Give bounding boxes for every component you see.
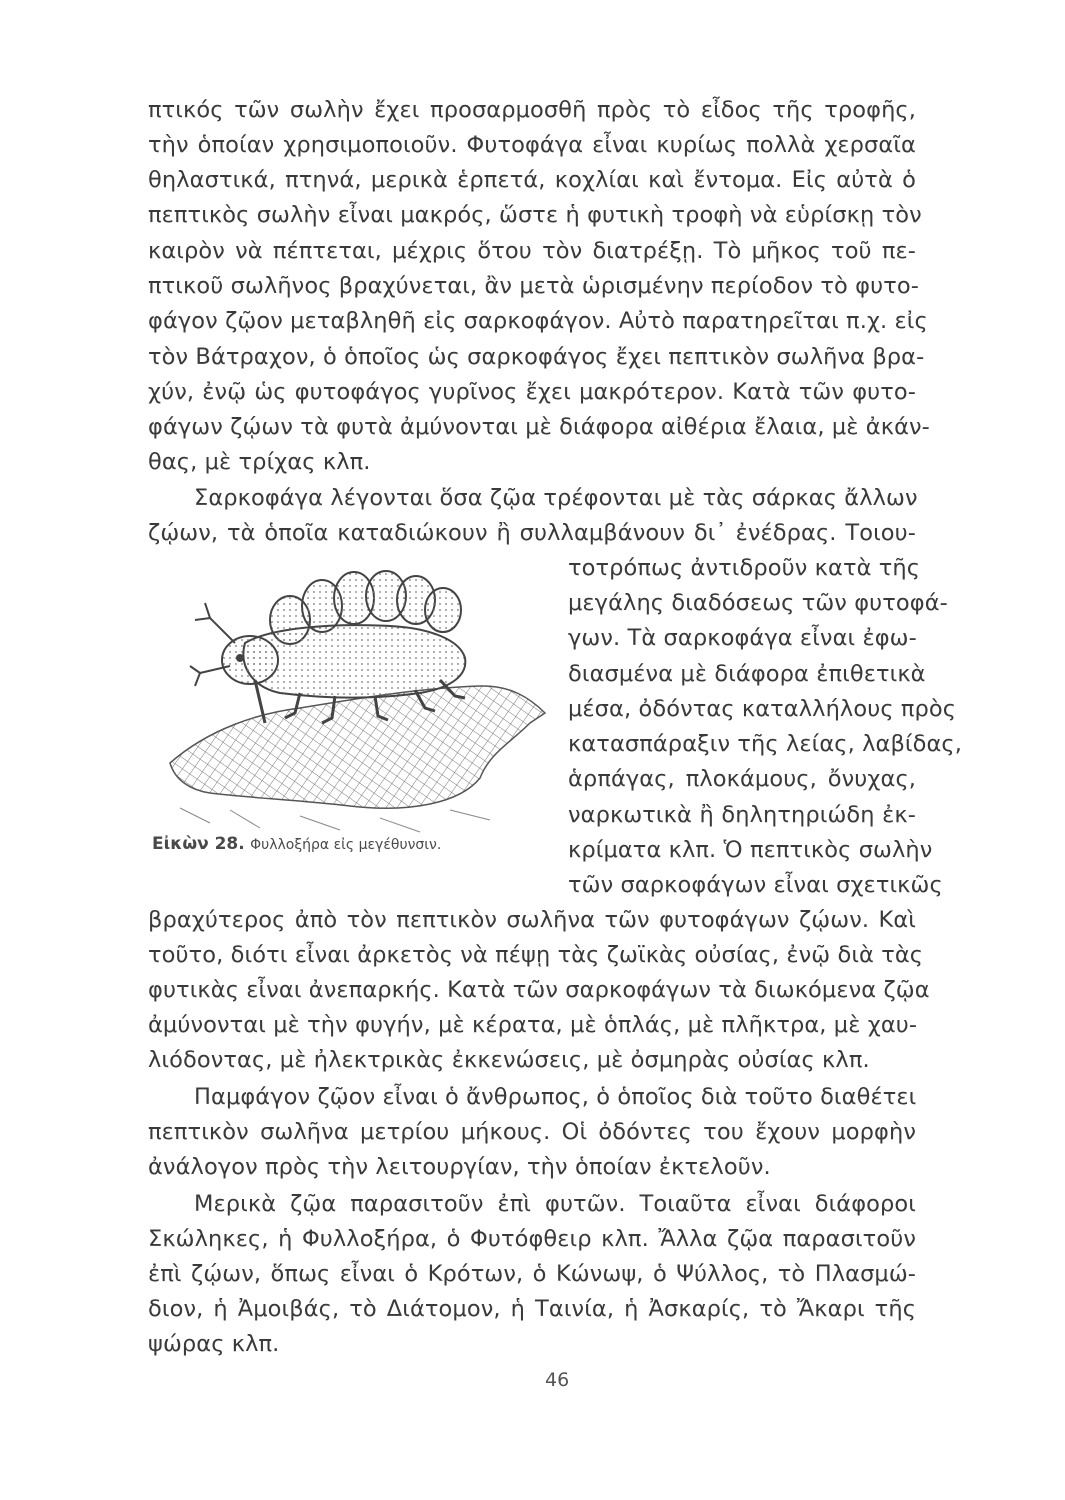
text-line: Σαρκοφάγα λέγονται ὅσα ζῷα τρέφονται μὲ τὰς σάρκας ἄλλων <box>194 485 918 511</box>
text-line: πεπτικὸς σωλὴν εἶναι μακρός, ὥστε ἡ φυτικὴ τροφὴ νὰ εὑρίσκῃ τὸν <box>148 202 922 228</box>
text-line: Μερικὰ ζῷα παρασιτοῦν ἐπὶ φυτῶν. Τοιαῦτα εἶναι διάφοροι <box>194 1191 916 1217</box>
text-line: τοῦτο, διότι εἶναι ἀρκετὸς νὰ πέψῃ τὰς ζωϊκὰς οὐσίας, ἐνῷ διὰ τὰς <box>148 942 924 968</box>
figure-description: Φυλλοξήρα εἰς μεγέθυνσιν. <box>250 837 442 853</box>
text-line: λιόδοντας, μὲ ἠλεκτρικὰς ἐκκενώσεις, μὲ ὀσμηρὰς οὐσίας κλπ. <box>148 1047 870 1073</box>
text-line: ψώρας κλπ. <box>148 1331 280 1357</box>
text-line: ναρκωτικὰ ἢ δηλητηριώδη ἐκ- <box>568 802 916 828</box>
text-line: καιρὸν νὰ πέπτεται, μέχρις ὅτου τὸν διατρέξῃ. Τὸ μῆκος τοῦ πε- <box>148 238 916 264</box>
text-line: γων. Τὰ σαρκοφάγα εἶναι ἐφω- <box>568 625 917 651</box>
text-line: διασμένα μὲ διάφορα ἐπιθετικὰ <box>568 661 926 687</box>
text-line: βραχύτερος ἀπὸ τὸν πεπτικὸν σωλῆνα τῶν φυτοφάγων ζῴων. Καὶ <box>148 907 916 933</box>
text-line: διον, ἡ Ἀμοιβάς, τὸ Διάτομον, ἡ Ταινία, ἡ Ἀσκαρίς, τὸ Ἄκαρι τῆς <box>148 1296 916 1322</box>
text-line: ἀνάλογον πρὸς τὴν λειτουργίαν, τὴν ὁποίαν ἐκτελοῦν. <box>148 1154 771 1180</box>
text-line: φυτικὰς εἶναι ἀνεπαρκής. Κατὰ τῶν σαρκοφάγων τὰ διωκόμενα ζῷα <box>148 977 930 1003</box>
text-line: ζῴων, τὰ ὁποῖα καταδιώκουν ἢ συλλαμβάνουν δι᾽ ἐνέδρας. Τοιου- <box>148 520 916 546</box>
text-line: μεγάλης διαδόσεως τῶν φυτοφά- <box>568 590 948 616</box>
text-line: Παμφάγον ζῷον εἶναι ὁ ἄνθρωπος, ὁ ὁποῖος διὰ τοῦτο διαθέτει <box>194 1084 917 1110</box>
page-number: 46 <box>545 1369 570 1391</box>
text-line: τὴν ὁποίαν χρησιμοποιοῦν. Φυτοφάγα εἶναι κυρίως πολλὰ χερσαῖα <box>148 132 916 158</box>
text-line: θηλαστικά, πτηνά, μερικὰ ἑρπετά, κοχλίαι καὶ ἔντομα. Εἰς αὐτὰ ὁ <box>148 167 916 193</box>
text-line: χύν, ἐνῷ ὡς φυτοφάγος γυρῖνος ἔχει μακρότερον. Κατὰ τῶν φυτο- <box>148 379 916 405</box>
text-line: κρίματα κλπ. Ὁ πεπτικὸς σωλὴν <box>568 837 933 863</box>
text-line: πτικοῦ σωλῆνος βραχύνεται, ἂν μετὰ ὡρισμένην περίοδον τὸ φυτο- <box>148 273 919 299</box>
text-line: μέσα, ὀδόντας καταλλήλους πρὸς <box>568 696 957 722</box>
figure-caption <box>152 833 441 856</box>
text-line: τοτρόπως ἀντιδροῦν κατὰ τῆς <box>568 555 921 581</box>
phylloxera-illustration <box>150 548 550 838</box>
text-line: φάγων ζῴων τὰ φυτὰ ἀμύνονται μὲ διάφορα αἰθέρια ἔλαια, μὲ ἀκάν- <box>148 414 930 440</box>
text-line: ἐπὶ ζῴων, ὅπως εἶναι ὁ Κρότων, ὁ Κώνωψ, ὁ Ψύλλος, τὸ Πλασμώ- <box>148 1261 916 1287</box>
text-line: τῶν σαρκοφάγων εἶναι σχετικῶς <box>568 872 943 898</box>
text-line: τὸν Βάτραχον, ὁ ὁποῖος ὡς σαρκοφάγος ἔχει πεπτικὸν σωλῆνα βρα- <box>148 344 925 370</box>
text-line: ἁρπάγας, πλοκάμους, ὄνυχας, <box>568 766 916 792</box>
figure-label: Εἰκὼν 28. <box>152 834 245 854</box>
text-line: πτικός τῶν σωλὴν ἔχει προσαρμοσθῆ πρὸς τὸ εἶδος τῆς τροφῆς, <box>148 97 916 123</box>
text-line: φάγον ζῷον μεταβληθῆ εἰς σαρκοφάγον. Αὐτὸ παρατηρεῖται π.χ. εἰς <box>148 308 928 334</box>
text-line: ἀμύνονται μὲ τὴν φυγήν, μὲ κέρατα, μὲ ὁπλάς, μὲ πλῆκτρα, μὲ χαυ- <box>148 1012 918 1038</box>
text-line: πεπτικὸν σωλῆνα μετρίου μήκους. Οἱ ὀδόντες του ἔχουν μορφὴν <box>148 1119 916 1145</box>
text-line: Σκώληκες, ἡ Φυλλοξήρα, ὁ Φυτόφθειρ κλπ. Ἄλλα ζῷα παρασιτοῦν <box>148 1226 916 1252</box>
text-line: θας, μὲ τρίχας κλπ. <box>148 449 371 475</box>
text-line: κατασπάραξιν τῆς λείας, λαβίδας, <box>568 731 962 757</box>
